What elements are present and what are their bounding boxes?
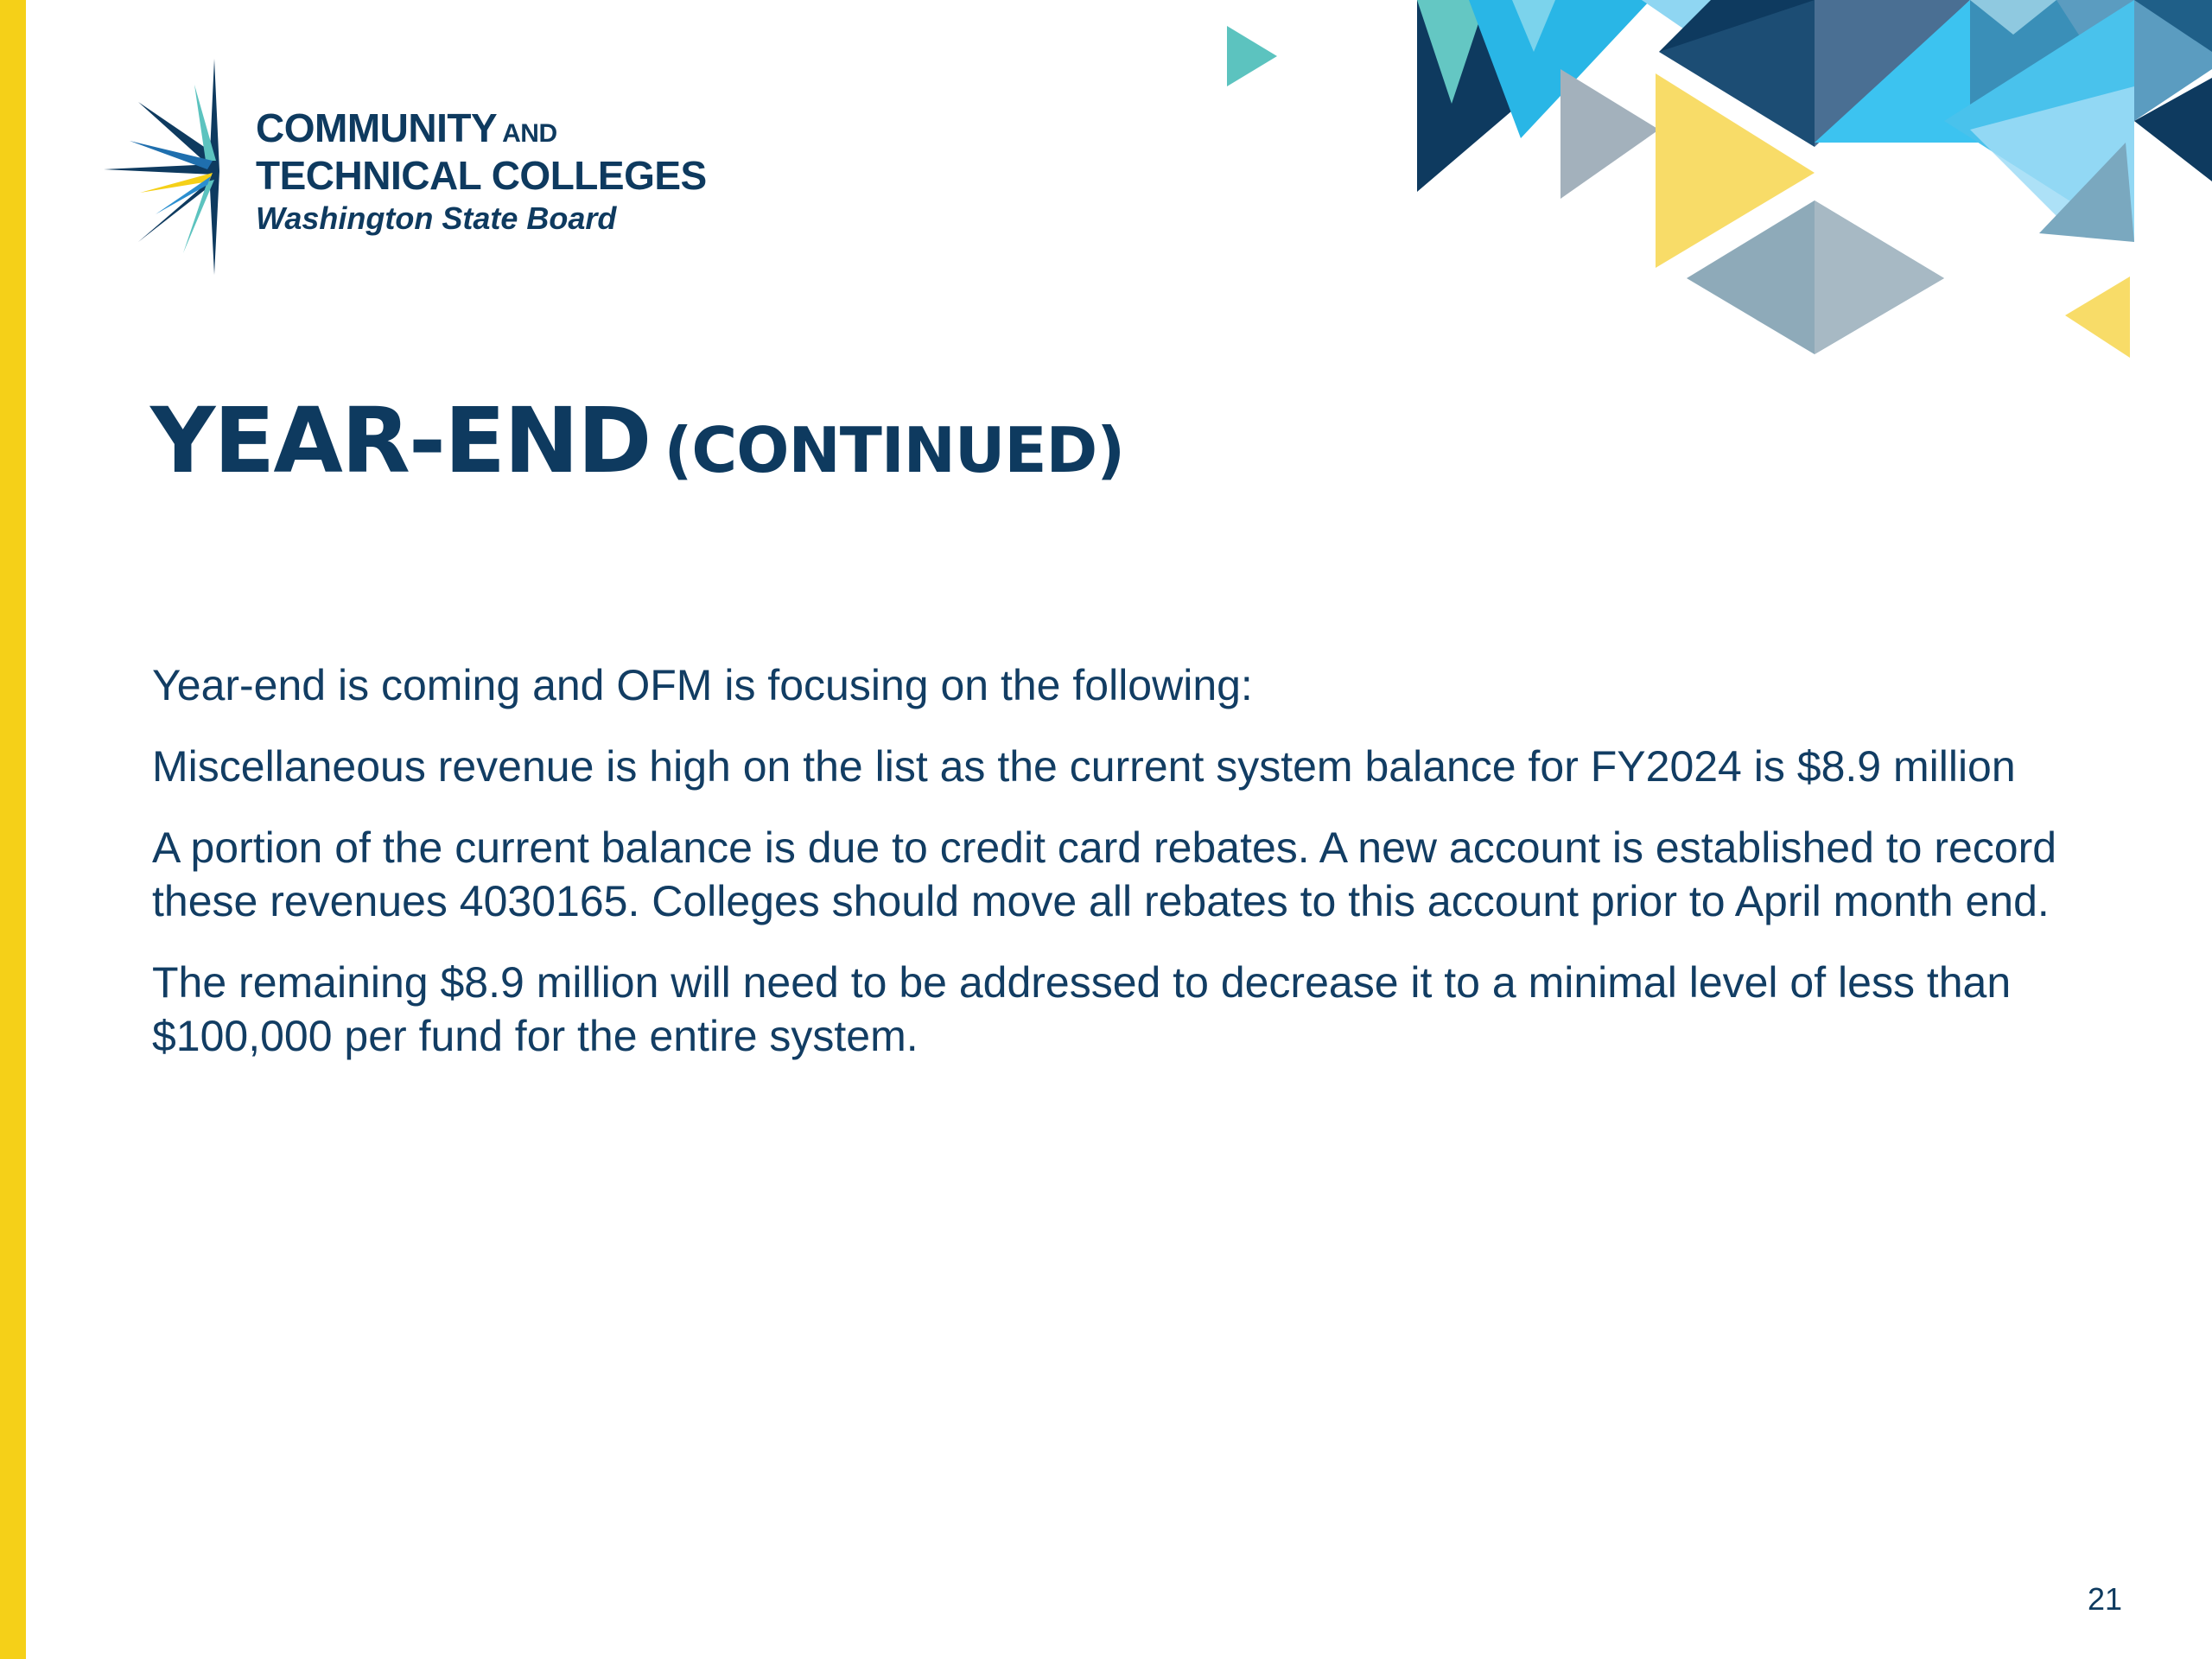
- page-number: 21: [2087, 1581, 2122, 1617]
- left-accent-bar: [0, 0, 26, 1659]
- starburst-logo-icon: [104, 59, 233, 283]
- slide-body: [152, 658, 2139, 1090]
- body-paragraph: A portion of the current balance is due to credit card rebates. A new account is established to record these revenues 4030165. Colleges should move all rebates to this account prior to April month end.: [152, 823, 2057, 925]
- organization-logo: [104, 59, 734, 283]
- body-paragraph: Miscellaneous revenue is high on the list as the current system balance for FY2024 is $8.9 million: [152, 742, 2016, 791]
- body-paragraph: Year-end is coming and OFM is focusing on the following:: [152, 661, 1253, 709]
- slide-title: [150, 380, 1124, 511]
- slide-title-main: YEAR-END: [150, 388, 651, 493]
- slide-title-sub: (CONTINUED): [664, 414, 1125, 486]
- logo-wordmark: [256, 107, 707, 238]
- logo-line-community: [256, 107, 707, 155]
- logo-and-text: AND: [502, 119, 557, 148]
- body-paragraph: The remaining $8.9 million will need to be addressed to decrease it to a minimal level of less than $100,000 per fund for the entire system.: [152, 958, 2012, 1060]
- logo-line-washington-state-board: Washington State Board: [256, 200, 617, 236]
- logo-line-technical-colleges: TECHNICAL COLLEGES: [256, 153, 707, 198]
- logo-community-text: COMMUNITY: [256, 105, 498, 150]
